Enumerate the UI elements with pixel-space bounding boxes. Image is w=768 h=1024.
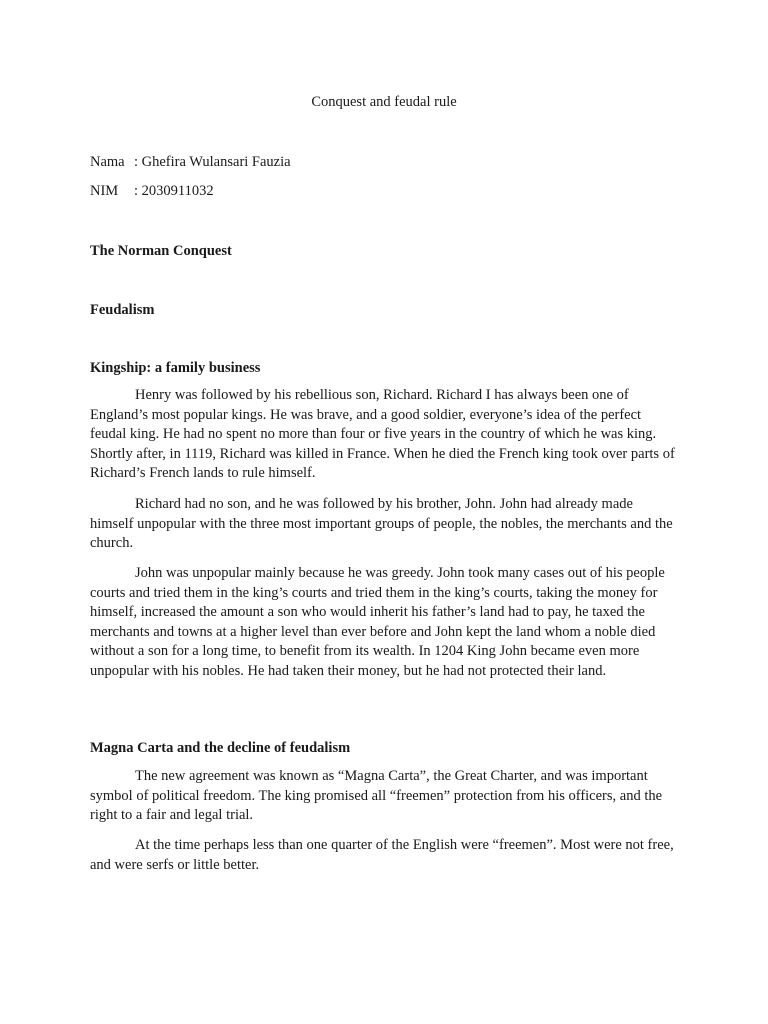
name-row: [90, 153, 291, 171]
name-value: : Ghefira Wulansari Fauzia: [134, 154, 291, 170]
kingship-paragraph-2: Richard had no son, and he was followed by his brother, John. John had already made himself unpopular with the three most important groups of people, the nobles, the merchants and the church.: [90, 496, 673, 552]
document-title: Conquest and feudal rule: [311, 94, 457, 110]
name-label: Nama: [90, 154, 125, 170]
magna-carta-paragraph-2: At the time perhaps less than one quarter of the English were “freemen”. Most were not free, and were serfs or little better.: [90, 837, 674, 873]
kingship-paragraph-1: Henry was followed by his rebellious son, Richard. Richard I has always been one of England’s most popular kings. He was brave, and a good soldier, everyone’s idea of the perfect feudal king. He had no spent no more than four or five years in the country of which he was king. Shortly after, in 1119, Richard was killed in France. When he died the French king took over parts of Richard’s French lands to rule himself.: [90, 387, 675, 482]
nim-label: NIM: [90, 183, 119, 199]
nim-value: : 2030911032: [134, 183, 214, 199]
heading-norman-conquest: The Norman Conquest: [90, 243, 232, 259]
magna-carta-paragraph-1: The new agreement was known as “Magna Carta”, the Great Charter, and was important symbol of political freedom. The king promised all “freemen” protection from his officers, and the right to a fair and legal trial.: [90, 768, 663, 824]
heading-kingship: Kingship: a family business: [90, 360, 261, 376]
heading-magna-carta: Magna Carta and the decline of feudalism: [90, 740, 351, 756]
kingship-paragraph-3: John was unpopular mainly because he was greedy. John took many cases out of his people courts and tried them in the king’s courts and tried them in the king’s courts, taking the money for himself, increased the amount a son who would inherit his father’s land had to pay, he taxed the merchants and towns at a higher level than ever before and John kept the land whom a noble died without a son for a long time, to benefit from its wealth. In 1204 King John became even more unpopular with his nobles. He had taken their money, but he had not protected their land.: [90, 565, 665, 679]
heading-feudalism: Feudalism: [90, 302, 155, 318]
nim-row: [90, 182, 214, 200]
